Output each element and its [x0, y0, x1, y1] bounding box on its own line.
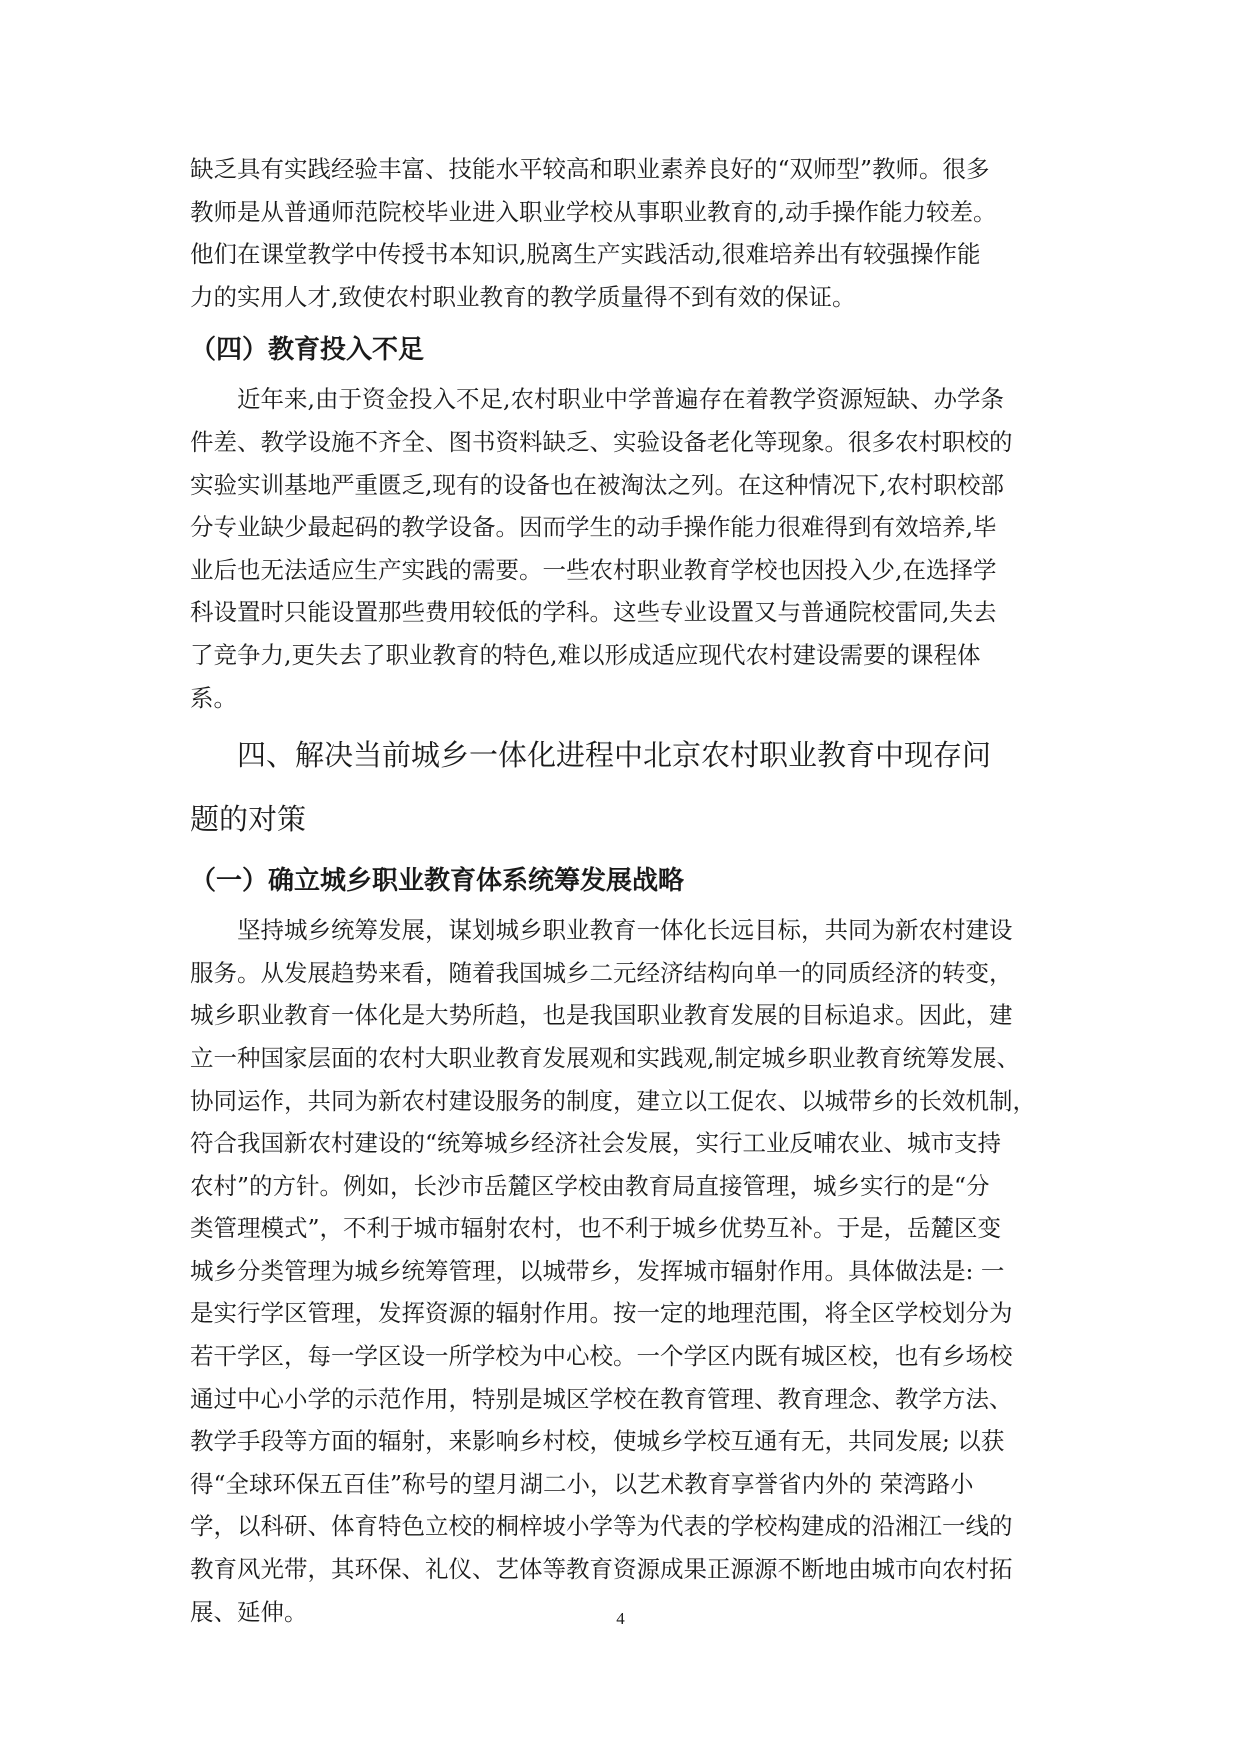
- text-line: 类管理模式”，不利于城市辐射农村，也不利于城乡优势互补。于是，岳麓区变: [190, 1214, 1002, 1243]
- text-line: 业后也无法适应生产实践的需要。一些农村职业教育学校也因投入少,在选择学: [190, 555, 997, 584]
- text-line: 服务。从发展趋势来看，随着我国城乡二元经济结构向单一的同质经济的转变，: [190, 958, 1013, 987]
- text-line: 坚持城乡统筹发展，谋划城乡职业教育一体化长远目标，共同为新农村建设: [237, 916, 1013, 945]
- subheading-strategy: （一）确立城乡职业教育体系统筹发展战略: [190, 866, 685, 897]
- text-line: 农村”的方针。例如，长沙市岳麓区学校由教育局直接管理，城乡实行的是“分: [190, 1171, 990, 1200]
- text-line: 城乡职业教育一体化是大势所趋，也是我国职业教育发展的目标追求。因此，建: [190, 1001, 1013, 1030]
- text-line: 得“全球环保五百佳”称号的望月湖二小，以艺术教育享誉省内外的 荣湾路小: [190, 1469, 974, 1498]
- text-line: 近年来,由于资金投入不足,农村职业中学普遍存在着教学资源短缺、办学条: [237, 385, 1004, 414]
- text-line: 件差、教学设施不齐全、图书资料缺乏、实验设备老化等现象。很多农村职校的: [190, 427, 1013, 456]
- text-line: 是实行学区管理，发挥资源的辐射作用。按一定的地理范围，将全区学校划分为: [190, 1299, 1013, 1328]
- section-heading-line: 四、解决当前城乡一体化进程中北京农村职业教育中现存问: [237, 738, 992, 773]
- text-line: 展、延伸。: [190, 1597, 308, 1626]
- text-line: 了竞争力,更失去了职业教育的特色,难以形成适应现代农村建设需要的课程体: [190, 640, 981, 669]
- text-line: 系。: [190, 683, 237, 712]
- document-page: [190, 148, 1060, 1633]
- section-heading-line: 题的对策: [190, 802, 307, 837]
- subheading-investment: （四）教育投入不足: [190, 335, 425, 366]
- text-line: 教育风光带，其环保、礼仪、艺体等教育资源成果正源源不断地由城市向农村拓: [190, 1555, 1013, 1584]
- section-heading: [190, 723, 1060, 851]
- text-line: 符合我国新农村建设的“统筹城乡经济社会发展，实行工业反哺农业、城市支持: [190, 1129, 1002, 1158]
- text-line: 力的实用人才,致使农村职业教育的教学质量得不到有效的保证。: [190, 282, 856, 311]
- text-line: 缺乏具有实践经验丰富、技能水平较高和职业素养良好的“双师型”教师。很多: [190, 155, 990, 183]
- text-line: 城乡分类管理为城乡统筹管理，以城带乡，发挥城市辐射作用。具体做法是: 一: [190, 1256, 1005, 1285]
- paragraph-teachers: [190, 148, 1060, 318]
- text-line: 科设置时只能设置那些费用较低的学科。这些专业设置又与普通院校雷同,失去: [190, 598, 997, 627]
- paragraph-investment: [190, 378, 1060, 719]
- text-line: 协同运作，共同为新农村建设服务的制度，建立以工促农、以城带乡的长效机制，: [190, 1086, 1036, 1115]
- text-line: 实验实训基地严重匮乏,现有的设备也在被淘汰之列。在这种情况下,农村职校部: [190, 470, 1004, 499]
- paragraph-strategy: [190, 909, 1060, 1633]
- text-line: 他们在课堂教学中传授书本知识,脱离生产实践活动,很难培养出有较强操作能: [190, 240, 981, 269]
- text-line: 通过中心小学的示范作用，特别是城区学校在教育管理、教育理念、教学方法、: [190, 1384, 1013, 1413]
- text-line: 立一种国家层面的农村大职业教育发展观和实践观,制定城乡职业教育统筹发展、: [190, 1043, 1020, 1072]
- text-line: 分专业缺少最起码的教学设备。因而学生的动手操作能力很难得到有效培养,毕: [190, 513, 997, 542]
- page-number: 4: [616, 1609, 625, 1628]
- text-line: 学，以科研、体育特色立校的桐梓坡小学等为代表的学校构建成的沿湘江一线的: [190, 1512, 1013, 1541]
- text-line: 教学手段等方面的辐射，来影响乡村校，使城乡学校互通有无，共同发展; 以获: [190, 1427, 1005, 1456]
- text-line: 教师是从普通师范院校毕业进入职业学校从事职业教育的,动手操作能力较差。: [190, 197, 997, 226]
- text-line: 若干学区，每一学区设一所学校为中心校。一个学区内既有城区校，也有乡场校: [190, 1342, 1013, 1371]
